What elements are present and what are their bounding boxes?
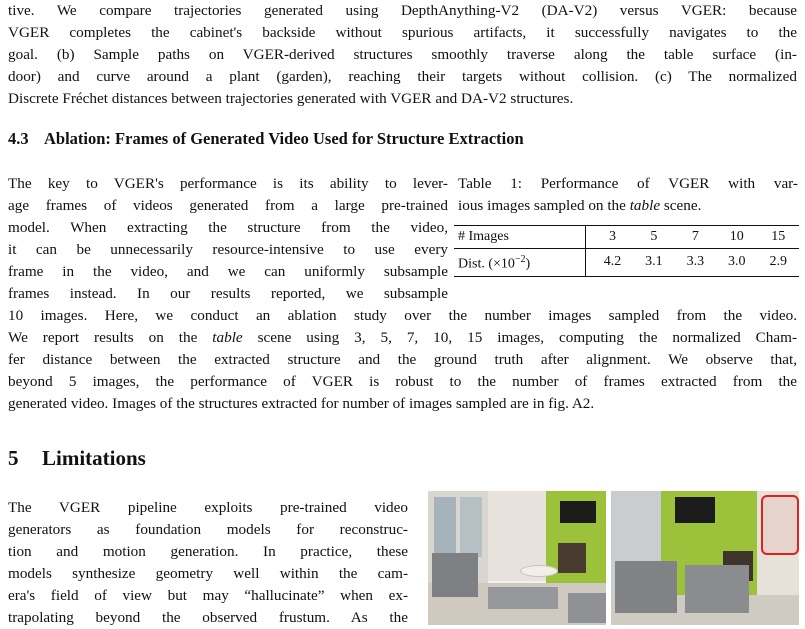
body-line: generated video. Images of the structures extracted for number of images sampled are in fig. A2. bbox=[8, 395, 595, 412]
section-title: Ablation: Frames of Generated Video Used for Structure Extraction bbox=[44, 129, 524, 148]
body-text: scene using 3, 5, 7, 10, 15 images, computing the normalized Cham- bbox=[257, 329, 798, 346]
caption-text: ious images sampled on the bbox=[458, 197, 630, 214]
office-photo-2 bbox=[611, 491, 799, 625]
body-line: trapolating beyond the observed frustum. As the bbox=[8, 609, 408, 626]
section-5-heading bbox=[8, 446, 146, 471]
body-line: age frames of videos generated from a large pre-trained bbox=[8, 197, 448, 214]
body-line: model. When extracting the structure from the video, bbox=[8, 219, 448, 236]
caption-line-5: Discrete Fréchet distances between trajectories generated with VGER and DA-V2 structures. bbox=[8, 90, 574, 107]
bookshelf bbox=[558, 543, 586, 573]
section-number: 4.3 bbox=[8, 129, 29, 148]
body-line bbox=[8, 327, 797, 349]
body-emphasis: table bbox=[212, 329, 243, 346]
row-label-text: ) bbox=[525, 256, 531, 272]
table-cell: 3 bbox=[592, 226, 633, 249]
body-line: The key to VGER's performance is its ability to lever- bbox=[8, 175, 448, 192]
window-pane bbox=[434, 497, 456, 557]
section-4-3-heading bbox=[8, 129, 524, 149]
tv-screen bbox=[675, 497, 715, 523]
armchair bbox=[685, 565, 749, 613]
section-title: Limitations bbox=[42, 446, 146, 470]
body-line: fer distance between the extracted structure and the ground truth after alignment. We observe that, bbox=[8, 351, 797, 368]
window-pane bbox=[460, 497, 482, 557]
body-line: 10 images. Here, we conduct an ablation study over the number images sampled from the video. bbox=[8, 307, 797, 324]
body-line: tion and motion generation. In practice, these bbox=[8, 543, 408, 560]
row-label-text: Dist. (×10 bbox=[458, 256, 515, 272]
table-cell: 10 bbox=[716, 226, 757, 249]
body-line: beyond 5 images, the performance of VGER is robust to the number of frames extracted from the bbox=[8, 373, 797, 390]
armchair bbox=[615, 561, 677, 613]
table-header-row bbox=[454, 226, 799, 249]
body-line: era's field of view but may “hallucinate” when ex- bbox=[8, 587, 408, 604]
body-line: frame in the video, and we can uniformly subsample bbox=[8, 263, 448, 280]
body-line: models synthesize geometry well within the cam- bbox=[8, 565, 408, 582]
row-label-exponent: −2 bbox=[514, 254, 526, 265]
row-label bbox=[454, 249, 585, 276]
body-line: The VGER pipeline exploits pre-trained video bbox=[8, 499, 408, 516]
table-caption-line-1: Table 1: Performance of VGER with var- bbox=[458, 175, 798, 192]
table-cell: 3.0 bbox=[728, 254, 746, 270]
caption-line-1: tive. We compare trajectories generated using DepthAnything-V2 (DA-V2) versus VGER: because bbox=[8, 2, 797, 19]
body-text: We report results on the bbox=[8, 329, 198, 346]
caption-line-3: goal. (b) Sample paths on VGER-derived structures smoothly traverse along the table surface (in- bbox=[8, 46, 797, 63]
table-row bbox=[454, 249, 799, 276]
caption-text: scene. bbox=[660, 197, 702, 214]
highlight-box bbox=[761, 495, 799, 555]
office-photo-1 bbox=[428, 491, 606, 625]
table-cell: 15 bbox=[758, 226, 799, 249]
armchair bbox=[568, 593, 606, 623]
body-line: frames instead. In our results reported, we subsample bbox=[8, 285, 448, 302]
table-cell: 5 bbox=[633, 226, 674, 249]
table-bottom-rule bbox=[454, 276, 799, 277]
header-label: # Images bbox=[454, 226, 585, 249]
table-caption-line-2 bbox=[458, 195, 798, 217]
table-cell: 3.1 bbox=[645, 254, 663, 270]
sofa bbox=[488, 587, 558, 609]
caption-line-2: VGER completes the cabinet's backside without spurious artifacts, it successfully navigates to the bbox=[8, 24, 797, 41]
caption-emphasis: table bbox=[629, 197, 661, 214]
table-cell: 3.3 bbox=[686, 254, 705, 270]
body-line: it can be unnecessarily resource-intensive to use every bbox=[8, 241, 448, 258]
sofa bbox=[432, 553, 478, 597]
table-cell: 7 bbox=[675, 226, 716, 249]
tv-screen bbox=[560, 501, 596, 523]
body-line: generators as foundation models for reconstruc- bbox=[8, 521, 408, 538]
table-cell: 4.2 bbox=[603, 254, 622, 270]
coffee-table bbox=[520, 565, 558, 577]
section-number: 5 bbox=[8, 446, 19, 470]
table-1 bbox=[454, 225, 799, 277]
table-cell: 2.9 bbox=[769, 254, 788, 270]
caption-line-4: door) and curve around a plant (garden), reaching their targets without collision. (c) The normalized bbox=[8, 68, 797, 85]
